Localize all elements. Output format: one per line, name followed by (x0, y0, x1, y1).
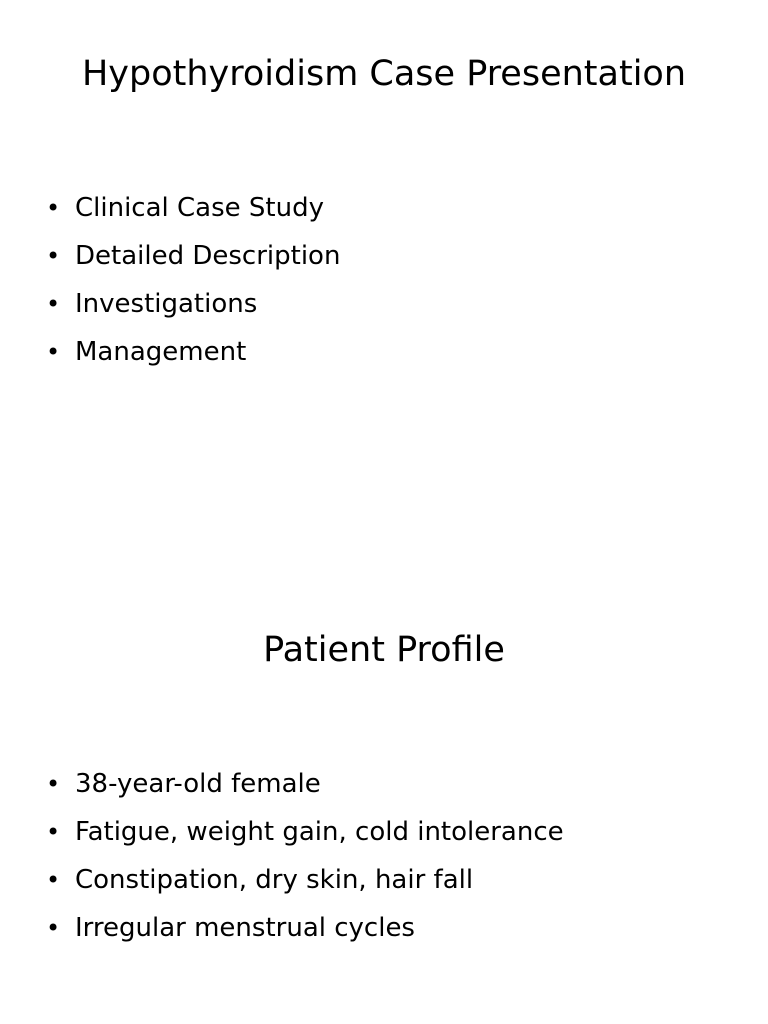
bullet-icon: • (46, 242, 61, 270)
bullet-list (46, 186, 340, 378)
slide-title: Patient Profile (263, 630, 505, 670)
bullet-list (46, 762, 564, 954)
bullet-icon: • (46, 770, 61, 798)
bullet-icon: • (46, 818, 61, 846)
bullet-icon: • (46, 866, 61, 894)
list-item (46, 810, 564, 858)
list-item (46, 282, 340, 330)
list-item-text: Constipation, dry skin, hair fall (75, 865, 474, 895)
list-item-text: Management (75, 337, 247, 367)
bullet-icon: • (46, 194, 61, 222)
list-item (46, 906, 564, 954)
list-item-text: Fatigue, weight gain, cold intolerance (75, 817, 564, 847)
list-item (46, 762, 564, 810)
list-item (46, 186, 340, 234)
list-item (46, 330, 340, 378)
list-item-text: Clinical Case Study (75, 193, 324, 223)
list-item-text: Irregular menstrual cycles (75, 913, 415, 943)
list-item (46, 234, 340, 282)
list-item-text: Detailed Description (75, 241, 341, 271)
slide-patient-profile (0, 512, 768, 1024)
list-item-text: Investigations (75, 289, 258, 319)
bullet-icon: • (46, 914, 61, 942)
list-item-text: 38-year-old female (75, 769, 321, 799)
slide-title: Hypothyroidism Case Presentation (81, 54, 687, 94)
bullet-icon: • (46, 338, 61, 366)
list-item (46, 858, 564, 906)
bullet-icon: • (46, 290, 61, 318)
